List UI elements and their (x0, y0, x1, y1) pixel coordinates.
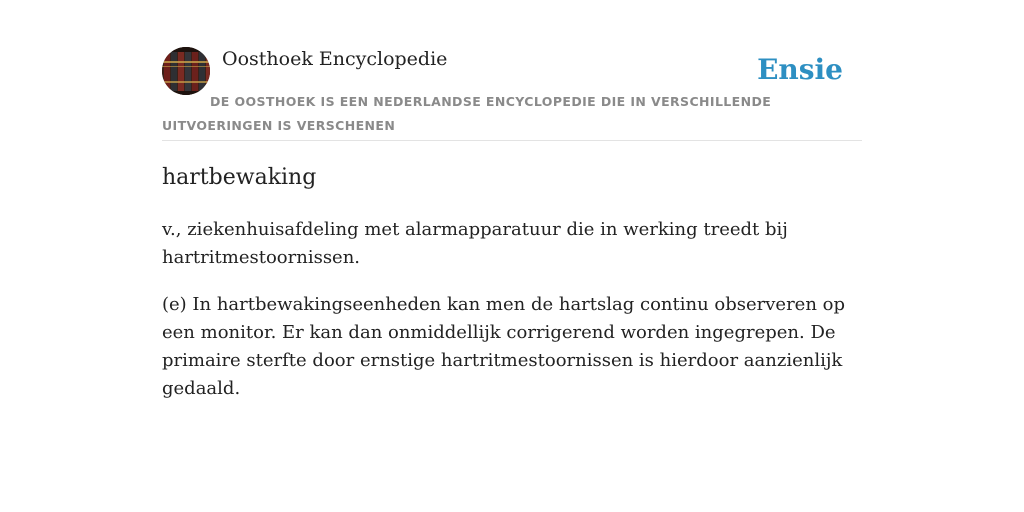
ensie-logo-link[interactable]: Ensie (757, 53, 843, 86)
source-title[interactable]: Oosthoek Encyclopedie (222, 48, 448, 70)
encyclopedia-books-icon[interactable] (162, 47, 210, 95)
source-description: DE OOSTHOEK IS EEN NEDERLANDSE ENCYCLOPEDIE DIE IN VERSCHILLENDE UITVOERINGEN IS VERSCHENEN (162, 94, 772, 133)
source-header (162, 46, 862, 141)
entry-term: hartbewaking (162, 165, 317, 190)
entry-definition: v., ziekenhuisafdeling met alarmapparatuur die in werking treedt bij hartritmestoornissen. (162, 219, 788, 268)
entry-explanation: (e) In hartbewakingseenheden kan men de hartslag continu observeren op een monitor. Er kan dan onmiddellijk corrigerend worden ingegrepen. De primaire sterfte door ernstige hartritmestoornissen is hierdoor aanzienlijk gedaald. (162, 294, 845, 399)
